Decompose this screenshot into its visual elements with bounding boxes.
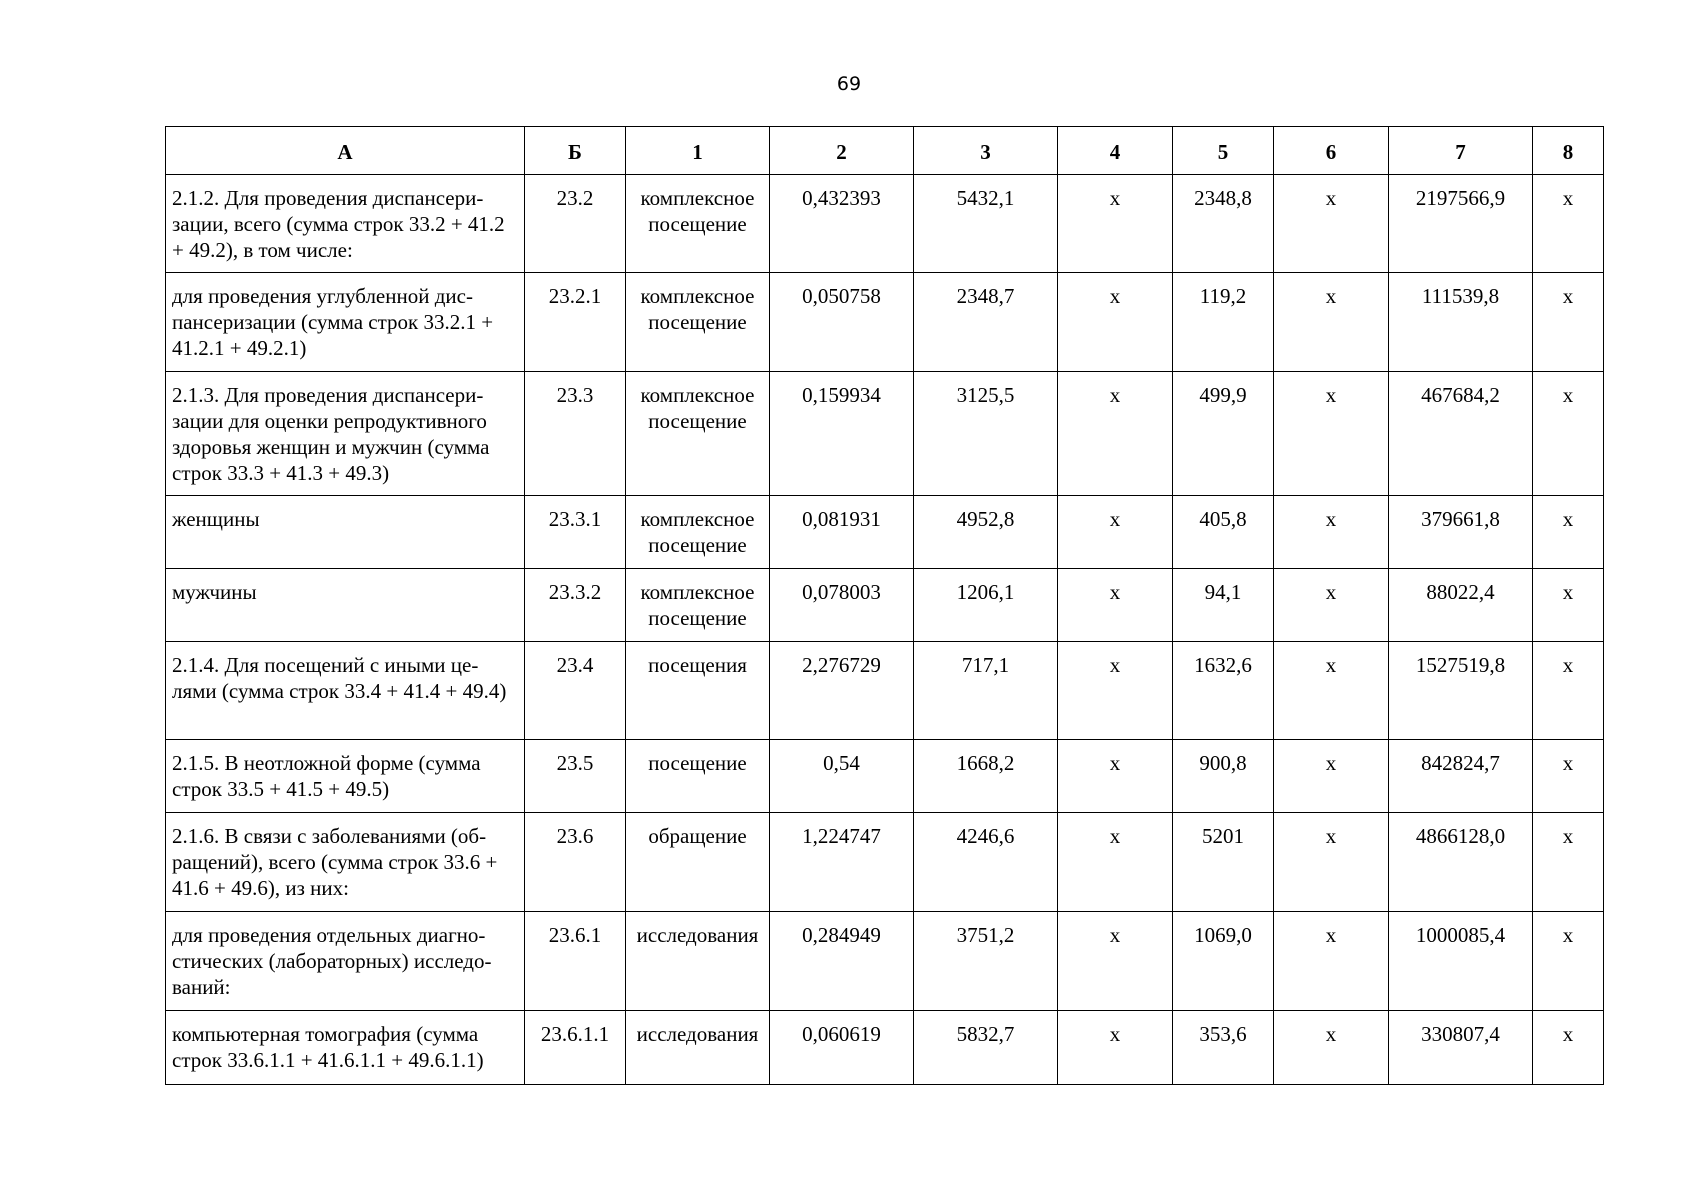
row-value-6: х	[1274, 813, 1389, 912]
row-value-4: х	[1058, 813, 1173, 912]
row-value-5: 94,1	[1173, 569, 1274, 642]
row-value-7: 2197566,9	[1389, 175, 1533, 273]
table-row	[166, 740, 1604, 813]
row-unit: комплексное посещение	[626, 496, 770, 569]
header-cell-5: 5	[1173, 127, 1274, 175]
row-value-2: 0,284949	[770, 912, 914, 1011]
row-value-4: х	[1058, 273, 1173, 372]
row-value-4: х	[1058, 175, 1173, 273]
row-unit: исследования	[626, 912, 770, 1011]
row-value-4: х	[1058, 1011, 1173, 1085]
table-row	[166, 175, 1604, 273]
row-value-4: х	[1058, 740, 1173, 813]
header-cell-a: А	[166, 127, 525, 175]
row-code: 23.4	[525, 642, 626, 740]
row-description: компьютерная томография (сумма строк 33.6.1.1 + 41.6.1.1 + 49.6.1.1)	[166, 1011, 525, 1085]
header-cell-8: 8	[1533, 127, 1604, 175]
row-value-8: х	[1533, 496, 1604, 569]
row-value-2: 0,54	[770, 740, 914, 813]
row-value-3: 1668,2	[914, 740, 1058, 813]
row-value-7: 842824,7	[1389, 740, 1533, 813]
row-code: 23.3.2	[525, 569, 626, 642]
row-value-7: 467684,2	[1389, 372, 1533, 496]
row-unit: исследования	[626, 1011, 770, 1085]
row-value-5: 353,6	[1173, 1011, 1274, 1085]
row-code: 23.6.1	[525, 912, 626, 1011]
row-description: 2.1.3. Для проведения диспансери-зации для оценки репродуктивного здоровья женщин и мужчин (сумма строк 33.3 + 41.3 + 49.3)	[166, 372, 525, 496]
row-description: для проведения отдельных диагно-стических (лабораторных) исследо-ваний:	[166, 912, 525, 1011]
row-value-5: 900,8	[1173, 740, 1274, 813]
row-code: 23.3.1	[525, 496, 626, 569]
row-unit: комплексное посещение	[626, 372, 770, 496]
row-value-8: х	[1533, 740, 1604, 813]
row-value-3: 3751,2	[914, 912, 1058, 1011]
row-value-4: х	[1058, 912, 1173, 1011]
table-row	[166, 372, 1604, 496]
header-cell-7: 7	[1389, 127, 1533, 175]
row-description: мужчины	[166, 569, 525, 642]
row-value-2: 0,050758	[770, 273, 914, 372]
row-value-8: х	[1533, 273, 1604, 372]
row-value-7: 1527519,8	[1389, 642, 1533, 740]
row-code: 23.6	[525, 813, 626, 912]
row-code: 23.2.1	[525, 273, 626, 372]
row-value-8: х	[1533, 813, 1604, 912]
row-value-2: 0,060619	[770, 1011, 914, 1085]
row-value-6: х	[1274, 569, 1389, 642]
header-cell-3: 3	[914, 127, 1058, 175]
row-value-7: 1000085,4	[1389, 912, 1533, 1011]
row-value-6: х	[1274, 642, 1389, 740]
row-value-8: х	[1533, 175, 1604, 273]
row-value-2: 0,432393	[770, 175, 914, 273]
row-value-5: 5201	[1173, 813, 1274, 912]
table-row	[166, 912, 1604, 1011]
header-cell-6: 6	[1274, 127, 1389, 175]
row-value-3: 4952,8	[914, 496, 1058, 569]
row-value-4: х	[1058, 642, 1173, 740]
row-code: 23.3	[525, 372, 626, 496]
row-value-7: 379661,8	[1389, 496, 1533, 569]
row-value-7: 330807,4	[1389, 1011, 1533, 1085]
row-value-5: 119,2	[1173, 273, 1274, 372]
row-value-3: 5832,7	[914, 1011, 1058, 1085]
row-value-3: 4246,6	[914, 813, 1058, 912]
row-value-4: х	[1058, 372, 1173, 496]
row-unit: обращение	[626, 813, 770, 912]
row-unit: посещения	[626, 642, 770, 740]
row-value-5: 499,9	[1173, 372, 1274, 496]
header-cell-2: 2	[770, 127, 914, 175]
row-value-2: 0,081931	[770, 496, 914, 569]
row-value-3: 1206,1	[914, 569, 1058, 642]
row-value-6: х	[1274, 1011, 1389, 1085]
table-row	[166, 813, 1604, 912]
row-value-2: 0,078003	[770, 569, 914, 642]
row-value-3: 3125,5	[914, 372, 1058, 496]
row-description: 2.1.6. В связи с заболеваниями (об-ращений), всего (сумма строк 33.6 + 41.6 + 49.6), из них:	[166, 813, 525, 912]
row-value-7: 88022,4	[1389, 569, 1533, 642]
row-value-2: 2,276729	[770, 642, 914, 740]
row-value-8: х	[1533, 1011, 1604, 1085]
row-unit: комплексное посещение	[626, 569, 770, 642]
row-value-2: 0,159934	[770, 372, 914, 496]
header-cell-4: 4	[1058, 127, 1173, 175]
row-value-3: 2348,7	[914, 273, 1058, 372]
row-value-6: х	[1274, 496, 1389, 569]
row-value-5: 405,8	[1173, 496, 1274, 569]
row-value-6: х	[1274, 372, 1389, 496]
row-unit: комплексное посещение	[626, 273, 770, 372]
table-row	[166, 642, 1604, 740]
table-row	[166, 273, 1604, 372]
row-value-8: х	[1533, 642, 1604, 740]
row-description: 2.1.5. В неотложной форме (сумма строк 33.5 + 41.5 + 49.5)	[166, 740, 525, 813]
row-value-7: 4866128,0	[1389, 813, 1533, 912]
row-value-3: 5432,1	[914, 175, 1058, 273]
row-code: 23.6.1.1	[525, 1011, 626, 1085]
row-value-6: х	[1274, 740, 1389, 813]
row-value-8: х	[1533, 372, 1604, 496]
row-value-5: 2348,8	[1173, 175, 1274, 273]
header-cell-1: 1	[626, 127, 770, 175]
table-header-row	[166, 127, 1604, 175]
table-row	[166, 496, 1604, 569]
header-cell-b: Б	[525, 127, 626, 175]
row-value-4: х	[1058, 569, 1173, 642]
row-value-5: 1069,0	[1173, 912, 1274, 1011]
row-value-8: х	[1533, 912, 1604, 1011]
row-value-4: х	[1058, 496, 1173, 569]
row-description: 2.1.4. Для посещений с иными це-лями (сумма строк 33.4 + 41.4 + 49.4)	[166, 642, 525, 740]
row-description: 2.1.2. Для проведения диспансери-зации, всего (сумма строк 33.2 + 41.2 + 49.2), в том числе:	[166, 175, 525, 273]
table-row	[166, 569, 1604, 642]
row-value-3: 717,1	[914, 642, 1058, 740]
row-value-5: 1632,6	[1173, 642, 1274, 740]
row-value-2: 1,224747	[770, 813, 914, 912]
row-value-6: х	[1274, 175, 1389, 273]
page-number: 69	[836, 73, 862, 95]
row-description: для проведения углубленной дис-пансеризации (сумма строк 33.2.1 + 41.2.1 + 49.2.1)	[166, 273, 525, 372]
row-value-7: 111539,8	[1389, 273, 1533, 372]
row-unit: комплексное посещение	[626, 175, 770, 273]
row-unit: посещение	[626, 740, 770, 813]
row-value-8: х	[1533, 569, 1604, 642]
row-value-6: х	[1274, 273, 1389, 372]
row-value-6: х	[1274, 912, 1389, 1011]
table-row	[166, 1011, 1604, 1085]
row-description: женщины	[166, 496, 525, 569]
row-code: 23.5	[525, 740, 626, 813]
data-table	[165, 126, 1604, 1085]
row-code: 23.2	[525, 175, 626, 273]
